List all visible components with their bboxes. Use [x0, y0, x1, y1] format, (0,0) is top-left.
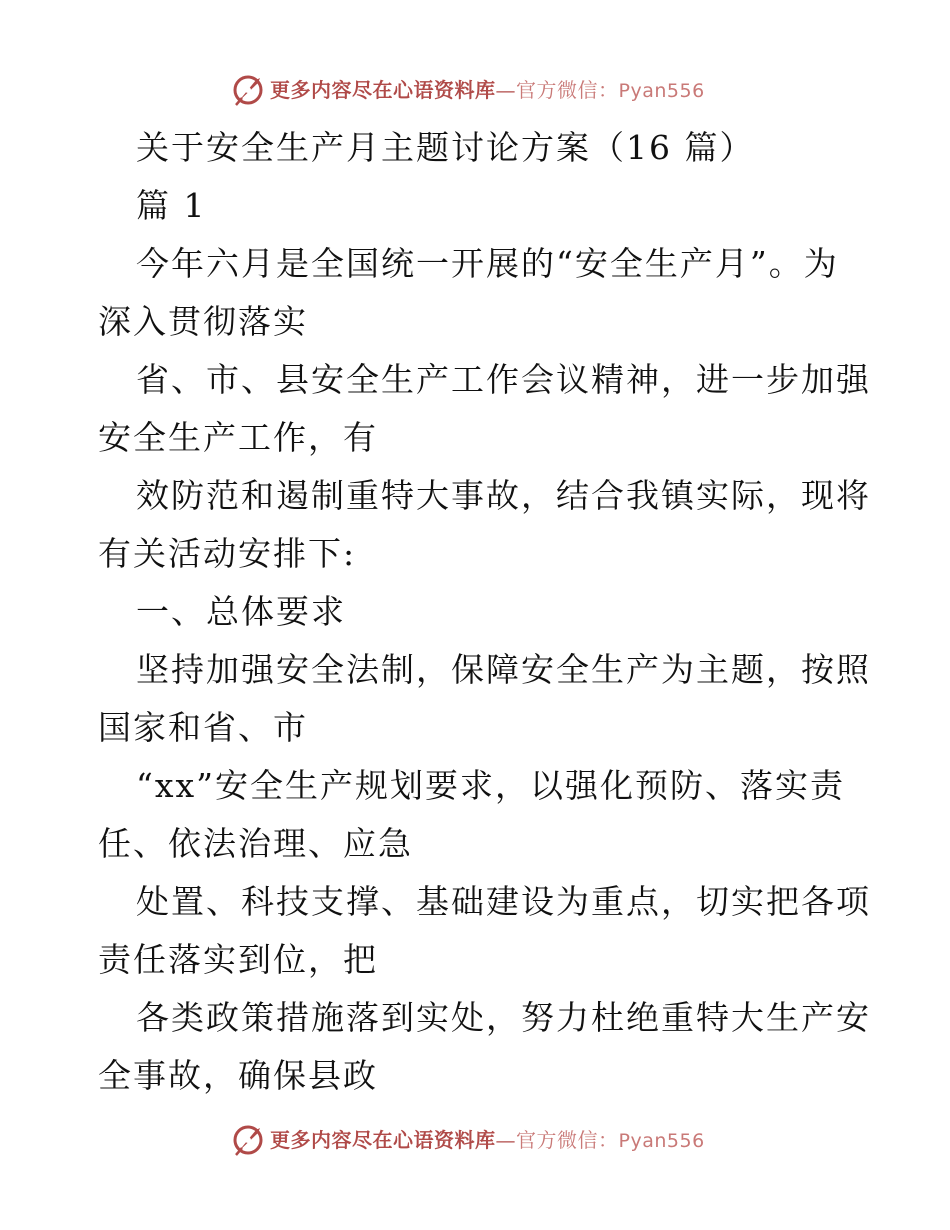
paragraph-line: 深入贯彻落实: [98, 302, 308, 341]
document-title: 关于安全生产月主题讨论方案（16 篇）: [136, 128, 755, 167]
paragraph-line: 有关活动安排下:: [98, 534, 357, 573]
section-heading: 一、总体要求: [136, 592, 346, 631]
paragraph-line: 效防范和遏制重特大事故，结合我镇实际，现将: [136, 476, 871, 515]
paragraph-line: 各类政策措施落到实处，努力杜绝重特大生产安: [136, 998, 871, 1037]
section-label: 篇 1: [136, 186, 207, 225]
paragraph-line: 国家和省、市: [98, 708, 308, 747]
paragraph-line: “xx”安全生产规划要求，以强化预防、落实责: [136, 766, 845, 805]
watermark-wechat-id: Pyan556: [618, 80, 705, 102]
watermark-wechat-label: 官方微信：: [516, 1128, 619, 1152]
paragraph-line: 全事故，确保县政: [98, 1056, 378, 1095]
paragraph-line: 任、依法治理、应急: [98, 824, 413, 863]
watermark-dash: —: [495, 78, 516, 102]
paragraph-line: 责任落实到位，把: [98, 940, 378, 979]
watermark-text: [270, 1126, 705, 1155]
feather-pen-logo-icon: [230, 1122, 266, 1158]
watermark-main: 更多内容尽在心语资料库: [270, 78, 496, 102]
watermark-wechat-id: Pyan556: [618, 1130, 705, 1152]
paragraph-line: 坚持加强安全法制，保障安全生产为主题，按照: [136, 650, 871, 689]
paragraph-line: 今年六月是全国统一开展的“安全生产月”。为: [136, 244, 839, 283]
watermark-main: 更多内容尽在心语资料库: [270, 1128, 496, 1152]
paragraph-line: 处置、科技支撑、基础建设为重点，切实把各项: [136, 882, 871, 921]
watermark-wechat-label: 官方微信：: [516, 78, 619, 102]
footer-watermark: [0, 1120, 950, 1160]
watermark-dash: —: [495, 1128, 516, 1152]
paragraph-line: 省、市、县安全生产工作会议精神，进一步加强: [136, 360, 871, 399]
paragraph-line: 安全生产工作，有: [98, 418, 378, 457]
